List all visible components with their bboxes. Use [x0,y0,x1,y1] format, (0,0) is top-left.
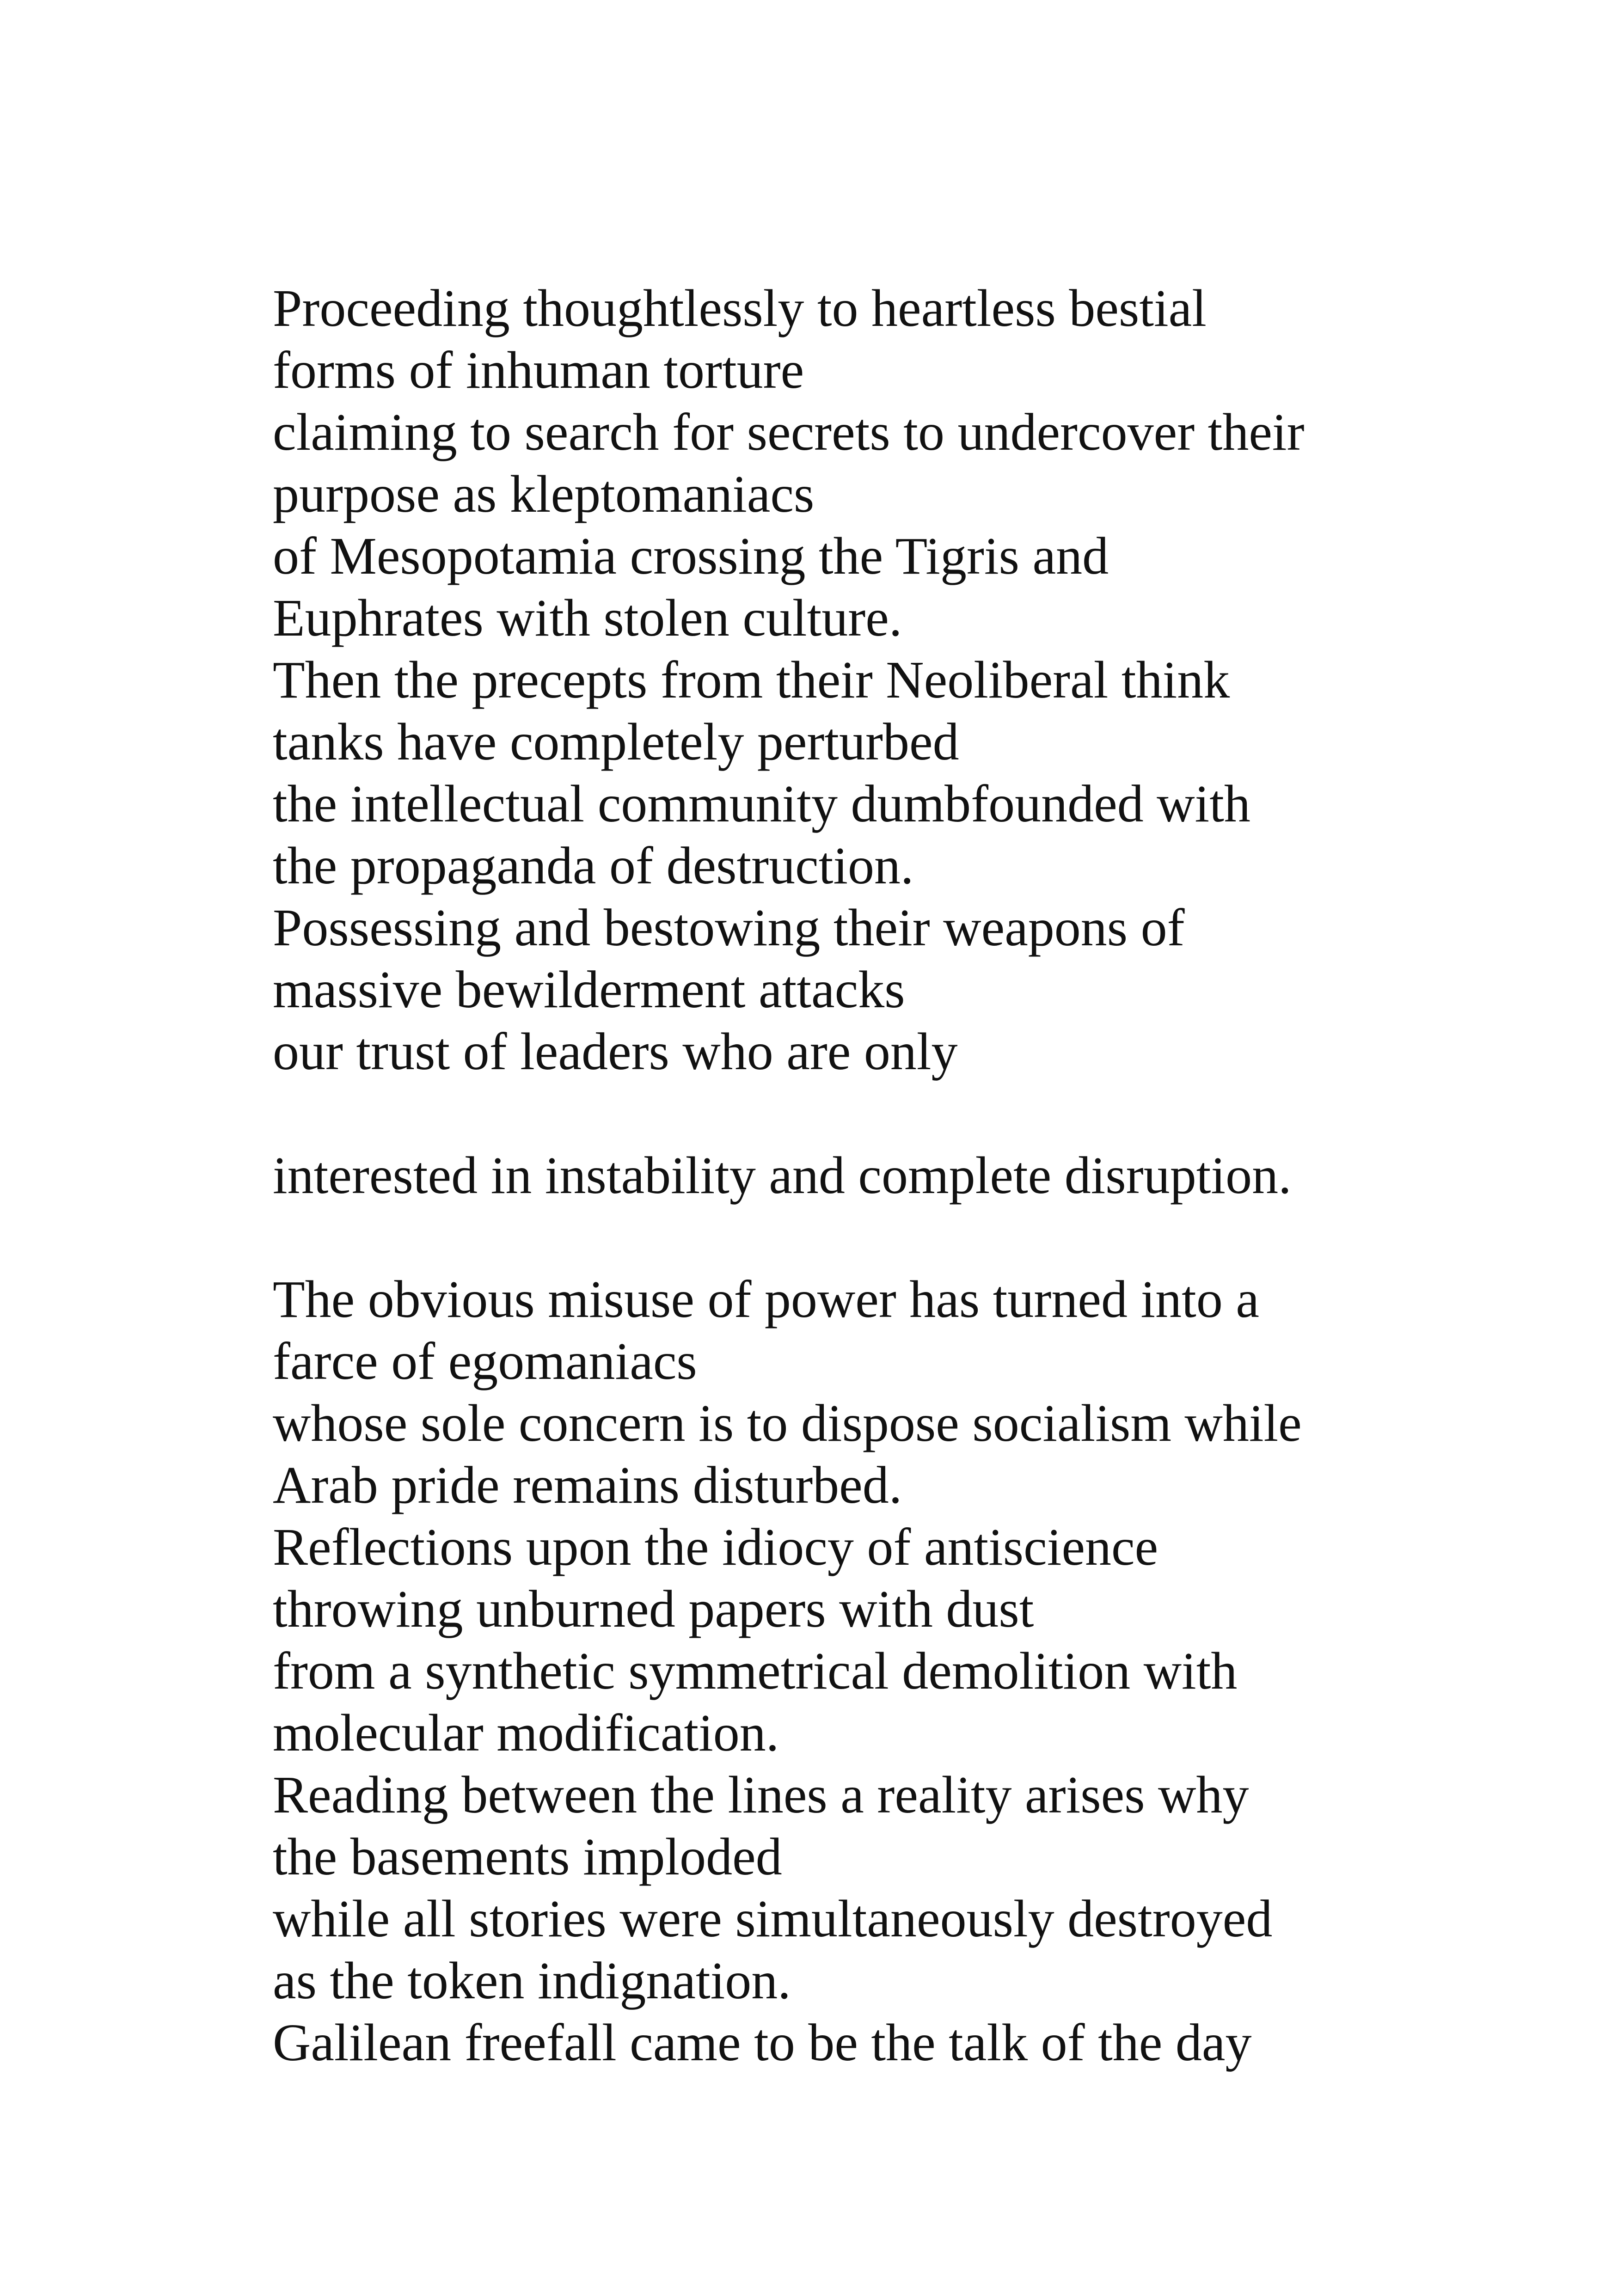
poem-line: tanks have completely perturbed [273,712,959,771]
poem-line: Galilean freefall came to be the talk of the day [273,2013,1252,2072]
poem-line: purpose as kleptomaniacs [273,465,815,523]
poem-line: as the token indignation. [273,1951,791,2010]
poem-line: Then the precepts from their Neoliberal think [273,650,1230,709]
poem-line: Possessing and bestowing their weapons of [273,898,1185,957]
poem-line: Arab pride remains disturbed. [273,1456,902,1514]
poem-line: Reflections upon the idiocy of antiscience [273,1518,1158,1576]
poem-line: molecular modification. [273,1703,779,1762]
poem-line: our trust of leaders who are only [273,1022,958,1081]
poem-line: forms of inhuman torture [273,341,804,399]
poem-line: claiming to search for secrets to undercover their [273,403,1305,461]
poem-line: The obvious misuse of power has turned into a [273,1270,1259,1329]
poem-line: Proceeding thoughtlessly to heartless bestial [273,279,1207,337]
poem-line: Euphrates with stolen culture. [273,588,902,647]
poem-line: throwing unburned papers with dust [273,1580,1034,1638]
poem-line: farce of egomaniacs [273,1332,697,1390]
poem-line: massive bewilderment attacks [273,960,905,1019]
poem-line: the basements imploded [273,1827,782,1886]
poem-line: the propaganda of destruction. [273,836,914,895]
poem-line: of Mesopotamia crossing the Tigris and [273,527,1109,585]
poem-line: interested in instability and complete disruption. [273,1146,1292,1205]
poem-line: while all stories were simultaneously destroyed [273,1889,1273,1948]
stanza-3 [273,1268,1521,2074]
poem-line: the intellectual community dumbfounded with [273,774,1250,833]
poem-line: Reading between the lines a reality arises why [273,1765,1249,1824]
stanza-2 [273,1145,1521,1206]
poem-body [273,277,1521,2074]
poem-line: from a synthetic symmetrical demolition with [273,1641,1238,1700]
stanza-1 [273,277,1521,1083]
poem-line: whose sole concern is to dispose socialism while [273,1394,1302,1452]
